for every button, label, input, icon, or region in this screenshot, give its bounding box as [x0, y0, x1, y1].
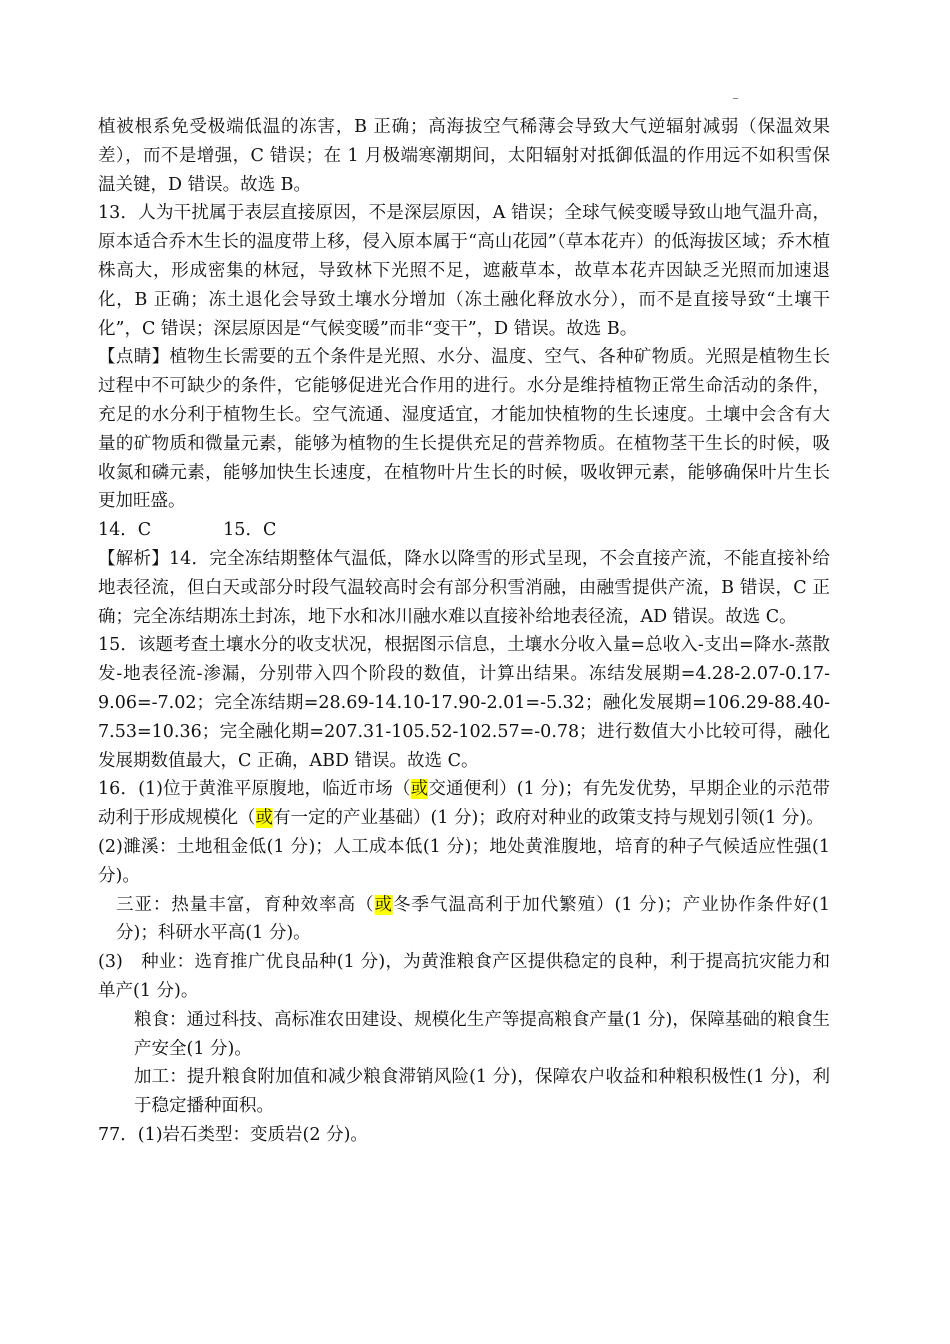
- answer-15: 15．C: [223, 520, 277, 541]
- key-point-paragraph: 【点睛】植物生长需要的五个条件是光照、水分、温度、空气、各种矿物质。光照是植物生长过程中不可缺少的条件，它能够促进光合作用的进行。水分是维持植物正常生命活动的条件，充足的水分利于植物生长。空气流通、湿度适宜，才能加快植物的生长速度。土壤中会含有大量的矿物质和微量元素，能够为植物的生长提供充足的营养物质。在植物茎干生长的时候，吸收氮和磷元素，能够加快生长速度，在植物叶片生长的时候，吸收钾元素，能够确保叶片生长更加旺盛。: [98, 347, 830, 512]
- highlight-or: 或: [410, 779, 429, 800]
- header-mark: [733, 98, 738, 99]
- highlight-or: 或: [255, 808, 273, 829]
- answer-16-part-2: (2)濉溪：土地租金低(1 分)；人工成本低(1 分)；地处黄淮腹地，培育的种子气候适应性强(1 分)。: [98, 836, 830, 886]
- answer-16-sanya: 三亚：热量丰富，育种效率高（或冬季气温高利于加代繁殖）(1 分)；产业协作条件好(1 分)；科研水平高(1 分)。: [116, 894, 831, 944]
- answer-77: 77．(1)岩石类型：变质岩(2 分)。: [98, 1124, 368, 1145]
- answers-14-15: [98, 516, 830, 545]
- answer-16-grain: 粮食：通过科技、高标准农田建设、规模化生产等提高粮食产量(1 分)，保障基础的粮食生产安全(1 分)。: [134, 1009, 830, 1059]
- analysis-14: 【解析】14．完全冻结期整体气温低，降水以降雪的形式呈现，不会直接产流，不能直接补给地表径流，但白天或部分时段气温较高时会有部分积雪消融，由融雪提供产流，B 错误，C 正确；完全冻结期冻土封冻，地下水和冰川融水难以直接补给地表径流，AD 错误。故选 C。: [98, 548, 830, 627]
- answer-16-part-1: 16．(1)位于黄淮平原腹地，临近市场（或交通便利）(1 分)；有先发优势，早期企业的示范带动利于形成规模化（或有一定的产业基础）(1 分)；政府对种业的政策支持与规划引领(1 分)。: [98, 779, 831, 829]
- highlight-or: 或: [374, 894, 393, 915]
- answer-16-processing: 加工：提升粮食附加值和减少粮食滞销风险(1 分)，保障农户收益和种粮积极性(1 分)，利于稳定播种面积。: [134, 1067, 830, 1117]
- intro-paragraph: 植被根系免受极端低温的冻害，B 正确；高海拔空气稀薄会导致大气逆辐射减弱（保温效果差），而不是增强，C 错误；在 1 月极端寒潮期间，太阳辐射对抵御低温的作用远不如积雪保温关键，D 错误。故选 B。: [98, 117, 830, 195]
- answer-16-part-3: (3) 种业：选育推广优良品种(1 分)，为黄淮粮食产区提供稳定的良种，利于提高抗灾能力和单产(1 分)。: [98, 952, 830, 1001]
- document-body: [98, 113, 830, 1150]
- answer-13-explanation: 13．人为干扰属于表层直接原因，不是深层原因，A 错误；全球气候变暖导致山地气温升高，原本适合乔木生长的温度带上移，侵入原本属于“高山花园”（草本花卉）的低海拔区域；乔木植株高大，形成密集的林冠，导致林下光照不足，遮蔽草本，故草本花卉因缺乏光照而加速退化，B 正确；冻土退化会导致土壤水分增加（冻土融化释放水分），而不是直接导致“土壤干化”，C 错误；深层原因是“气候变暖”而非“变干”，D 错误。故选 B。: [98, 203, 830, 339]
- answer-14: 14．C: [98, 520, 152, 541]
- answer-15-explanation: 15．该题考查土壤水分的收支状况，根据图示信息，土壤水分收入量=总收入-支出=降水-蒸散发-地表径流-渗漏，分别带入四个阶段的数值，计算出结果。冻结发展期=4.28-2.07-0.17-9.06=-7.02；完全冻结期=28.69-14.10-17.90-2.01=-5.32；融化发展期=106.29-88.40-7.53=10.36；完全融化期=207.31-105.52-102.57=-0.78；进行数值大小比较可得，融化发展期数值最大，C 正确，ABD 错误。故选 C。: [98, 635, 830, 771]
